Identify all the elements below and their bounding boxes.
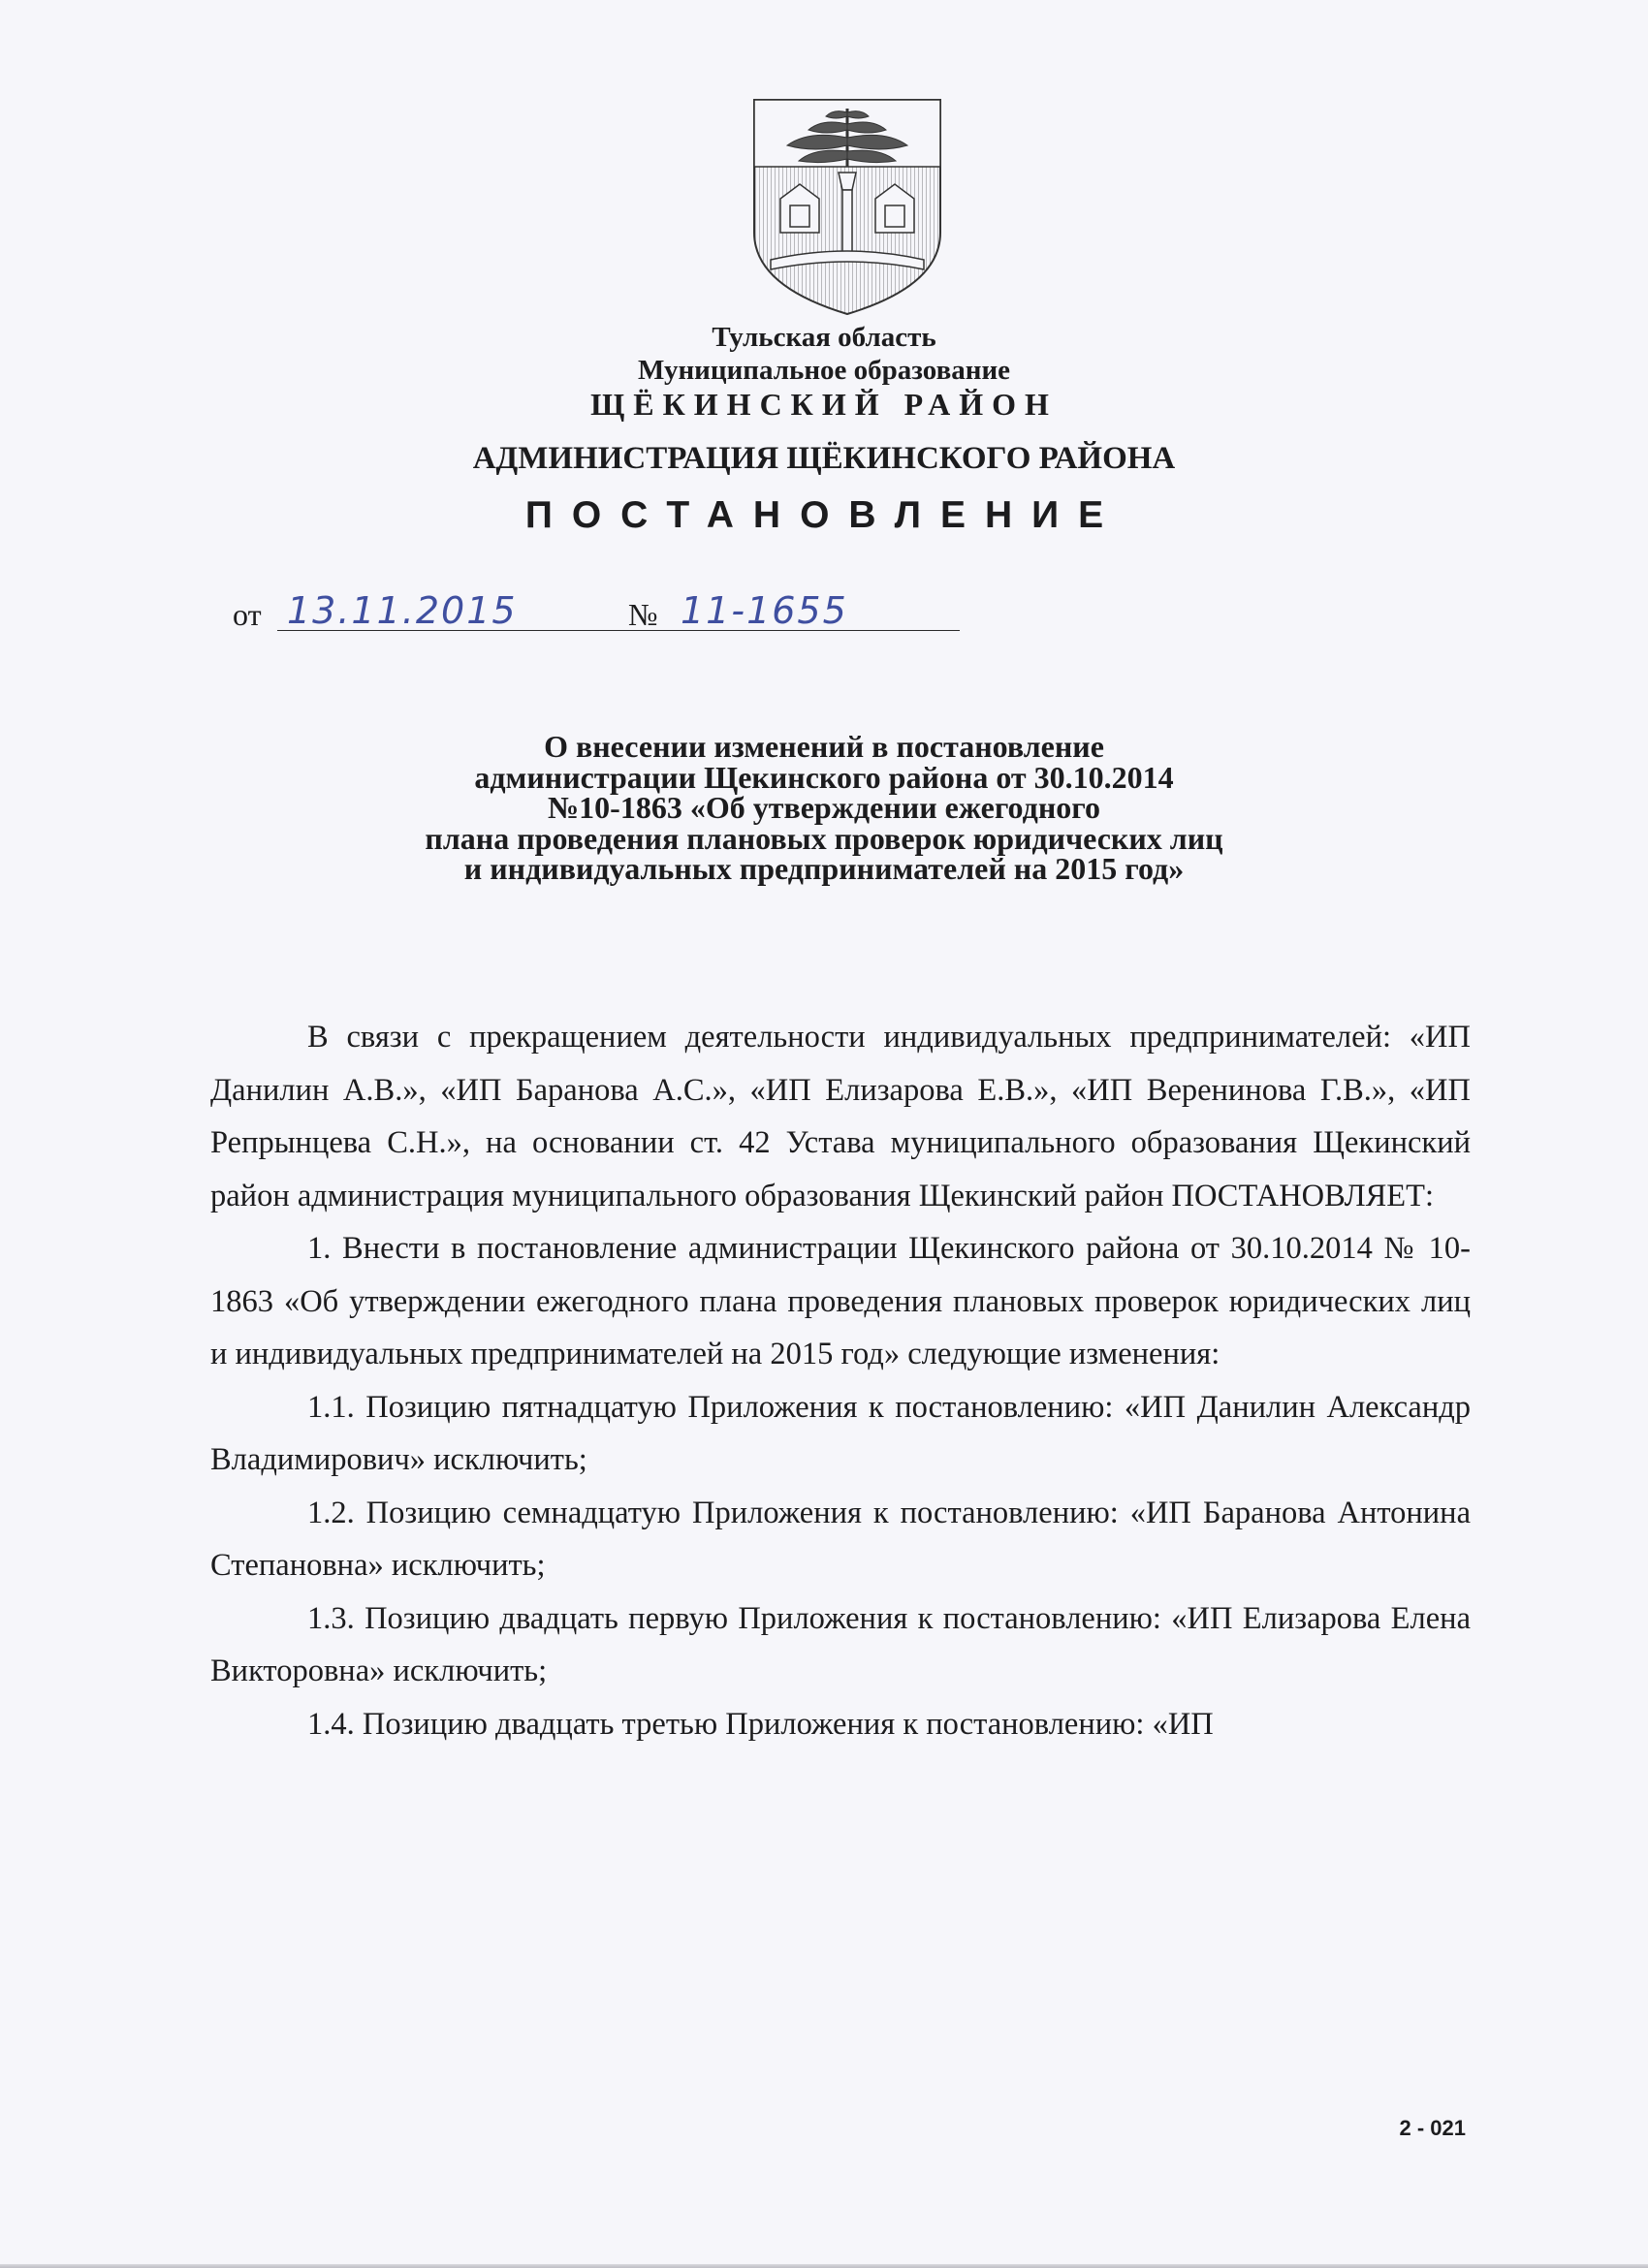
document-subject: [0, 729, 1648, 886]
body-paragraph: 1.3. Позицию двадцать первую Приложения к постановлению: «ИП Елизарова Елена Викторовна» исключить;: [210, 1600, 1471, 1688]
number-value: 11-1655: [681, 589, 848, 632]
subject-line: №10-1863 «Об утверждении ежегодного: [548, 790, 1100, 825]
body-paragraph: 1.4. Позицию двадцать третью Приложения к постановлению: «ИП: [307, 1706, 1214, 1742]
region-name: Тульская область: [712, 322, 936, 353]
body-paragraph: В связи с прекращением деятельности индивидуальных предпринимателей: «ИП Данилин А.В.», «ИП Баранова А.С.», «ИП Елизарова Е.В.», «ИП Веренинова Г.В.», «ИП Репрынцева С.Н.», на основании ст. 42 Устава муниципального образования Щекинский район администрация муниципального образования Щекинский район ПОСТАНОВЛЯЕТ:: [210, 1020, 1471, 1213]
subject-line: и индивидуальных предпринимателей на 2015 год»: [463, 851, 1185, 886]
document-type: ПОСТАНОВЛЕНИЕ: [524, 494, 1124, 536]
page-code: 2 - 021: [1399, 2116, 1466, 2140]
subject-line: администрации Щекинского района от 30.10.2014: [474, 759, 1174, 795]
date-value: 13.11.2015: [287, 589, 518, 632]
document-body: [210, 1011, 1471, 1750]
district-name: ЩЁКИНСКИЙ РАЙОН: [590, 387, 1058, 422]
number-label: №: [628, 597, 658, 632]
coat-of-arms-icon: [751, 97, 943, 320]
date-label: от: [233, 597, 262, 632]
paper-edge: [0, 2264, 1648, 2268]
subject-line: плана проведения плановых проверок юридических лиц: [425, 820, 1223, 856]
administration-name: АДМИНИСТРАЦИЯ ЩЁКИНСКОГО РАЙОНА: [472, 441, 1176, 476]
body-paragraph: 1. Внести в постановление администрации Щекинского района от 30.10.2014 № 10-1863 «Об утверждении ежегодного плана проведения плановых проверок юридических лиц и индивидуальных предпринимателей на 2015 год» следующие изменения:: [210, 1231, 1471, 1371]
subject-line: О внесении изменений в постановление: [544, 729, 1104, 764]
municipality-label: Муниципальное образование: [637, 355, 1011, 386]
body-paragraph: 1.1. Позицию пятнадцатую Приложения к постановлению: «ИП Данилин Александр Владимирович» исключить;: [210, 1389, 1471, 1477]
body-paragraph: 1.2. Позицию семнадцатую Приложения к постановлению: «ИП Баранова Антонина Степановна» исключить;: [210, 1495, 1471, 1583]
registration-row: [233, 589, 969, 638]
